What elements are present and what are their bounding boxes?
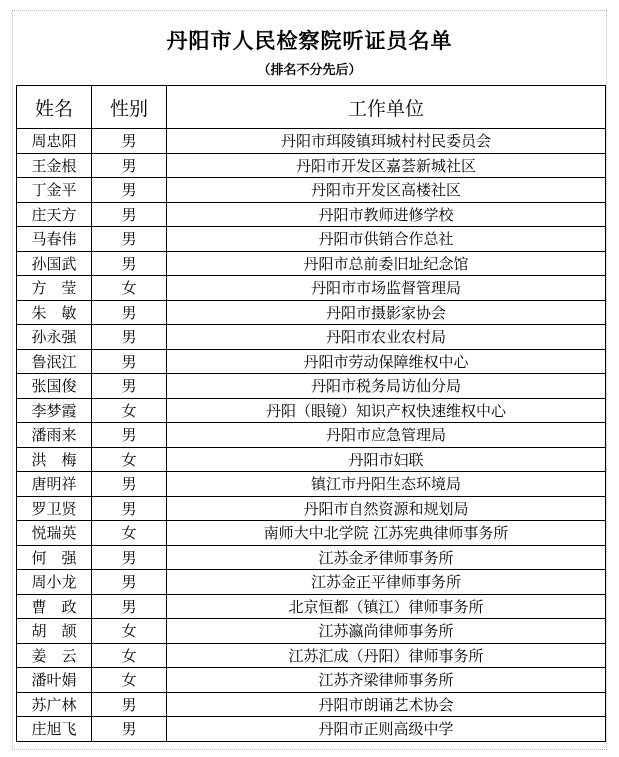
table-header-row [17, 86, 606, 129]
cell-name: 孙永强 [17, 325, 92, 350]
cell-workplace: 江苏金矛律师事务所 [167, 545, 606, 570]
cell-workplace: 丹阳（眼镜）知识产权快速维权中心 [167, 398, 606, 423]
table-row [17, 129, 606, 154]
cell-gender: 男 [92, 153, 167, 178]
table-row [17, 619, 606, 644]
cell-name: 苏广林 [17, 692, 92, 717]
cell-gender: 男 [92, 349, 167, 374]
cell-workplace: 丹阳市税务局访仙分局 [167, 374, 606, 399]
cell-gender: 女 [92, 668, 167, 693]
table-row [17, 496, 606, 521]
cell-workplace: 丹阳市教师进修学校 [167, 202, 606, 227]
cell-gender: 男 [92, 178, 167, 203]
cell-gender: 女 [92, 447, 167, 472]
cell-workplace: 丹阳市朗诵艺术协会 [167, 692, 606, 717]
cell-name: 曹 政 [17, 594, 92, 619]
cell-gender: 女 [92, 398, 167, 423]
table-row [17, 423, 606, 448]
cell-workplace: 丹阳市珥陵镇珥城村村民委员会 [167, 129, 606, 154]
cell-gender: 男 [92, 325, 167, 350]
table-row [17, 521, 606, 546]
cell-gender: 男 [92, 496, 167, 521]
table-row [17, 447, 606, 472]
cell-gender: 男 [92, 717, 167, 742]
cell-gender: 女 [92, 276, 167, 301]
header-name: 姓名 [17, 86, 92, 129]
cell-gender: 男 [92, 570, 167, 595]
cell-name: 胡 颉 [17, 619, 92, 644]
page-title: 丹阳市人民检察院听证员名单 [166, 28, 453, 53]
cell-name: 马春伟 [17, 227, 92, 252]
table-row [17, 717, 606, 742]
table-row [17, 276, 606, 301]
cell-name: 王金根 [17, 153, 92, 178]
cell-gender: 男 [92, 594, 167, 619]
page-subtitle: （排名不分先后） [257, 63, 362, 78]
cell-name: 庄天方 [17, 202, 92, 227]
cell-name: 悦瑞英 [17, 521, 92, 546]
cell-name: 何 强 [17, 545, 92, 570]
table-row [17, 668, 606, 693]
cell-gender: 男 [92, 227, 167, 252]
jurors-table [16, 85, 606, 742]
cell-gender: 男 [92, 300, 167, 325]
cell-workplace: 丹阳市劳动保障维权中心 [167, 349, 606, 374]
table-row [17, 202, 606, 227]
cell-name: 潘叶娟 [17, 668, 92, 693]
cell-gender: 女 [92, 521, 167, 546]
cell-name: 庄旭飞 [17, 717, 92, 742]
cell-gender: 男 [92, 545, 167, 570]
cell-workplace: 江苏金正平律师事务所 [167, 570, 606, 595]
table-row [17, 692, 606, 717]
table-row [17, 374, 606, 399]
table-row [17, 472, 606, 497]
cell-name: 鲁泯江 [17, 349, 92, 374]
cell-gender: 女 [92, 619, 167, 644]
table-row [17, 398, 606, 423]
cell-workplace: 丹阳市农业农村局 [167, 325, 606, 350]
cell-workplace: 丹阳市摄影家协会 [167, 300, 606, 325]
cell-name: 唐明祥 [17, 472, 92, 497]
cell-gender: 女 [92, 643, 167, 668]
cell-workplace: 丹阳市妇联 [167, 447, 606, 472]
cell-gender: 男 [92, 423, 167, 448]
table-row [17, 251, 606, 276]
cell-gender: 男 [92, 129, 167, 154]
table-row [17, 178, 606, 203]
cell-workplace: 北京恒都（镇江）律师事务所 [167, 594, 606, 619]
cell-name: 方 莹 [17, 276, 92, 301]
cell-name: 周忠阳 [17, 129, 92, 154]
table-row [17, 227, 606, 252]
cell-gender: 男 [92, 251, 167, 276]
table-row [17, 570, 606, 595]
cell-workplace: 南师大中北学院 江苏宪典律师事务所 [167, 521, 606, 546]
cell-gender: 男 [92, 374, 167, 399]
cell-workplace: 丹阳市正则高级中学 [167, 717, 606, 742]
cell-workplace: 江苏齐梁律师事务所 [167, 668, 606, 693]
table-row [17, 594, 606, 619]
table-row [17, 349, 606, 374]
cell-name: 朱 敏 [17, 300, 92, 325]
table-row [17, 325, 606, 350]
cell-gender: 男 [92, 692, 167, 717]
cell-workplace: 丹阳市总前委旧址纪念馆 [167, 251, 606, 276]
cell-workplace: 丹阳市供销合作总社 [167, 227, 606, 252]
cell-workplace: 丹阳市应急管理局 [167, 423, 606, 448]
cell-gender: 男 [92, 202, 167, 227]
cell-name: 潘雨来 [17, 423, 92, 448]
header-gender: 性别 [92, 86, 167, 129]
table-row [17, 545, 606, 570]
cell-name: 张国俊 [17, 374, 92, 399]
cell-name: 洪 梅 [17, 447, 92, 472]
cell-name: 孙国武 [17, 251, 92, 276]
cell-workplace: 镇江市丹阳生态环境局 [167, 472, 606, 497]
cell-workplace: 丹阳市开发区嘉荟新城社区 [167, 153, 606, 178]
cell-workplace: 江苏汇成（丹阳）律师事务所 [167, 643, 606, 668]
cell-gender: 男 [92, 472, 167, 497]
cell-name: 罗卫贤 [17, 496, 92, 521]
cell-workplace: 丹阳市市场监督管理局 [167, 276, 606, 301]
cell-name: 李梦霞 [17, 398, 92, 423]
cell-name: 姜 云 [17, 643, 92, 668]
table-row [17, 153, 606, 178]
cell-name: 周小龙 [17, 570, 92, 595]
table-row [17, 643, 606, 668]
cell-workplace: 丹阳市开发区高楼社区 [167, 178, 606, 203]
cell-workplace: 江苏瀛尚律师事务所 [167, 619, 606, 644]
table-row [17, 300, 606, 325]
cell-name: 丁金平 [17, 178, 92, 203]
header-workplace: 工作单位 [167, 86, 606, 129]
cell-workplace: 丹阳市自然资源和规划局 [167, 496, 606, 521]
